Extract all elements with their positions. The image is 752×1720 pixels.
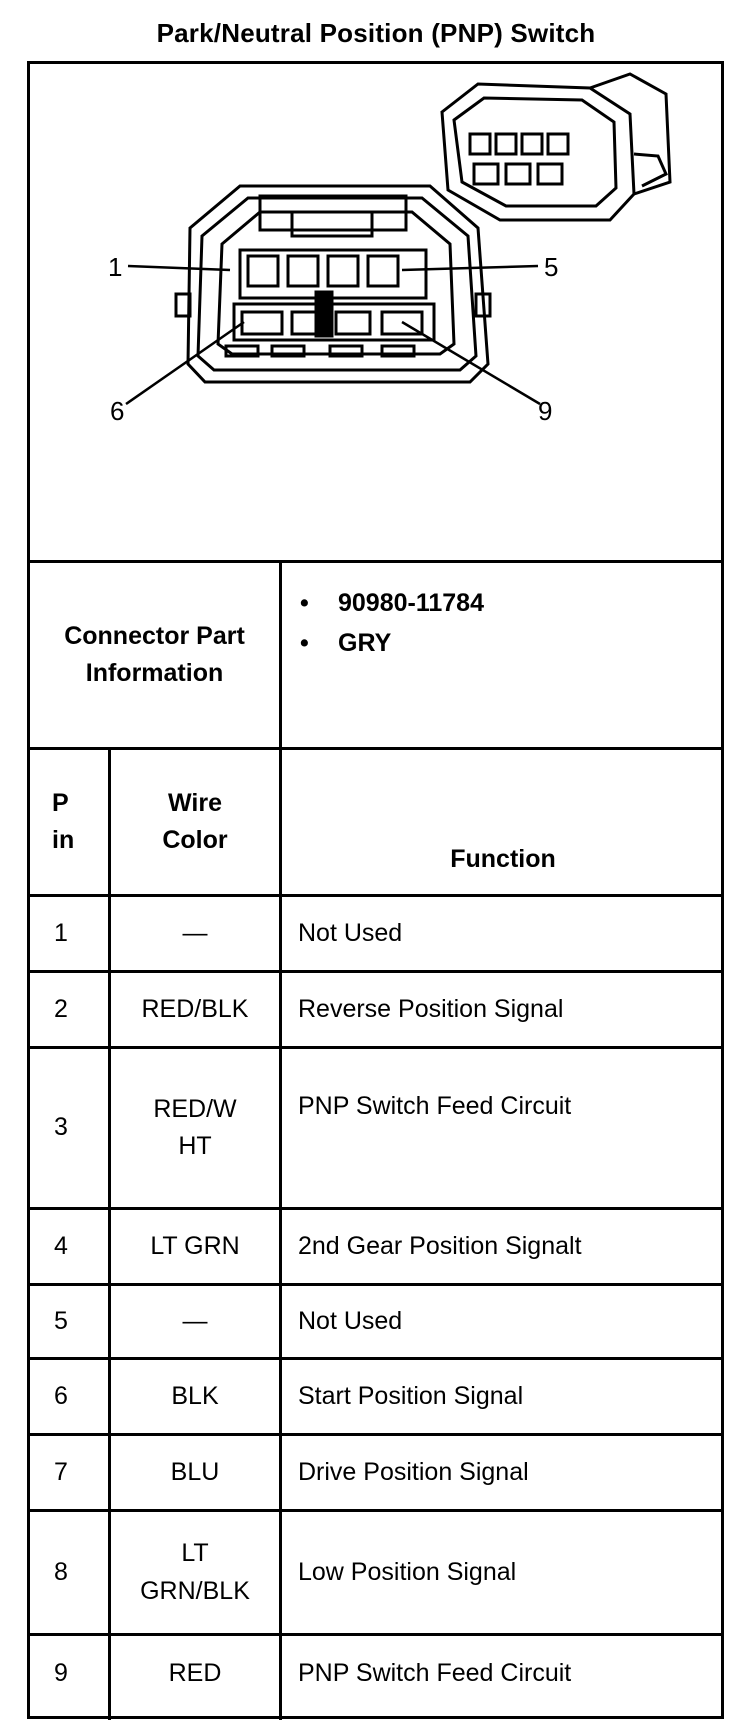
function-cell: Reverse Position Signal bbox=[298, 994, 564, 1023]
wire-color-cell: — bbox=[182, 1306, 208, 1335]
wire-color-cell: BLU bbox=[170, 1457, 220, 1486]
function-header: Function bbox=[450, 844, 556, 873]
pin-cell: 8 bbox=[54, 1557, 68, 1586]
pin-cell: 5 bbox=[54, 1306, 68, 1335]
function-cell: Start Position Signal bbox=[298, 1381, 524, 1410]
page-title: Park/Neutral Position (PNP) Switch bbox=[156, 18, 596, 48]
function-cell: Not Used bbox=[298, 918, 403, 947]
pin-cell: 9 bbox=[54, 1659, 68, 1688]
pin-cell: 4 bbox=[54, 1231, 68, 1260]
pin-label-1: 1 bbox=[108, 252, 123, 282]
connector-info-item: • 90980-11784 bbox=[300, 589, 484, 617]
pin-cell: 3 bbox=[54, 1113, 68, 1142]
wire-color-cell: RED/W HT bbox=[153, 1094, 237, 1160]
pin-label-9: 9 bbox=[538, 396, 553, 426]
pin-cell: 2 bbox=[54, 994, 68, 1023]
pin-cell: 6 bbox=[54, 1381, 68, 1410]
pin-cell: 1 bbox=[54, 918, 68, 947]
wire-color-header: Wire Color bbox=[162, 788, 228, 854]
wire-color-cell: LT GRN/BLK bbox=[140, 1539, 250, 1605]
function-cell: Not Used bbox=[298, 1306, 403, 1335]
wire-color-cell: LT GRN bbox=[150, 1231, 240, 1260]
function-cell: PNP Switch Feed Circuit bbox=[298, 1659, 572, 1688]
function-cell: Low Position Signal bbox=[298, 1557, 517, 1586]
wire-color-cell: RED bbox=[168, 1659, 222, 1688]
wire-color-cell: BLK bbox=[171, 1381, 219, 1410]
wire-color-cell: RED/BLK bbox=[141, 994, 249, 1023]
connector-diagram bbox=[30, 64, 721, 560]
connector-perspective-drawing bbox=[442, 74, 670, 220]
connector-info-list bbox=[300, 583, 700, 663]
connector-info-label: Connector Part Information bbox=[64, 621, 245, 687]
connector-info-item: • GRY bbox=[300, 629, 392, 657]
wire-color-cell: — bbox=[182, 918, 208, 947]
pin-header: P in bbox=[52, 788, 75, 854]
pin-cell: 7 bbox=[54, 1457, 68, 1486]
connector-face-drawing bbox=[176, 186, 490, 382]
pin-label-6: 6 bbox=[110, 396, 125, 426]
pin-label-5: 5 bbox=[544, 252, 559, 282]
function-cell: Drive Position Signal bbox=[298, 1457, 529, 1486]
function-cell: 2nd Gear Position Signalt bbox=[298, 1231, 582, 1260]
function-cell: PNP Switch Feed Circuit bbox=[298, 1092, 572, 1121]
